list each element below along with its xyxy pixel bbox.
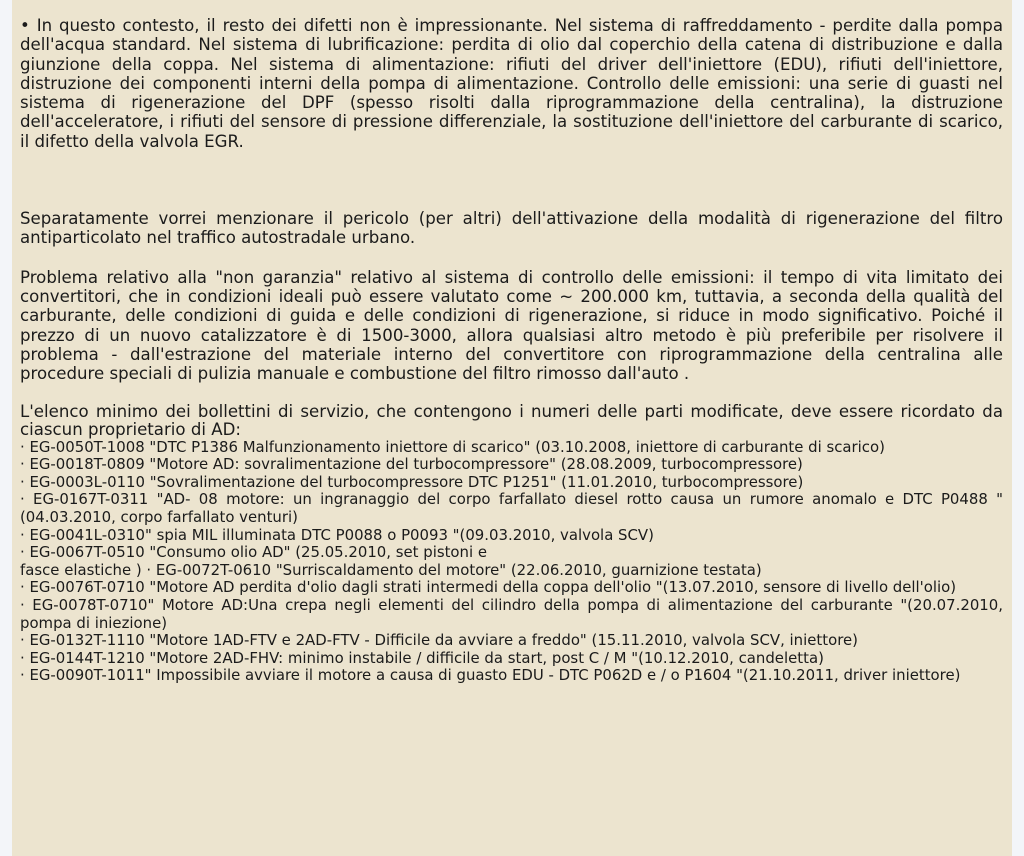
paragraph-converter-warranty: Problema relativo alla "non garanzia" relativo al sistema di controllo delle emissioni: il tempo di vita limitato dei convertitori, che in condizioni ideali può essere valutato come ~ 200.000 km, tuttavia, a seconda della qualità del carburante, delle condizioni di guida e delle condizioni di rigenerazione, si riduce in modo significativo. Poiché il prezzo di un nuovo catalizzatore è di 1500-3000, allora qualsiasi altro metodo è più preferibile per risolvere il problema - dall'estrazione del materiale interno del convertitore con riprogrammazione della centralina alle procedure speciali di pulizia manuale e combustione del filtro rimosso dall'auto . xyxy=(20,267,1003,384)
spacer xyxy=(20,151,1003,209)
list-item: · EG-0041L-0310" spia MIL illuminata DTC P0088 o P0093 "(09.03.2010, valvola SCV) xyxy=(20,525,654,544)
list-item: · EG-0078T-0710" Motore AD:Una crepa negli elementi del cilindro della pompa di alimentazione del carburante "(20.07.2010, pompa di iniezione) xyxy=(20,595,1003,632)
list-item: · EG-0050T-1008 "DTC P1386 Malfunzionamento iniettore di scarico" (03.10.2008, iniettore di carburante di scarico) xyxy=(20,437,885,456)
list-item: · EG-0090T-1011" Impossibile avviare il motore a causa di guasto EDU - DTC P062D e / o P1604 "(21.10.2011, driver iniettore) xyxy=(20,666,961,685)
list-item: fasce elastiche ) · EG-0072T-0610 "Surriscaldamento del motore" (22.06.2010, guarnizione testata) xyxy=(20,560,762,579)
bulletins-intro: L'elenco minimo dei bollettini di servizio, che contengono i numeri delle parti modificate, deve essere ricordato da ciascun proprietario di AD: xyxy=(20,402,1003,440)
spacer xyxy=(20,248,1003,268)
list-item: · EG-0018T-0809 "Motore AD: sovralimentazione del turbocompressore" (28.08.2009, turbocompressore) xyxy=(20,455,803,474)
article-content xyxy=(20,16,1003,685)
list-item: · EG-0076T-0710 "Motore AD perdita d'olio dagli strati intermedi della coppa dell'olio "(13.07.2010, sensore di livello dell'olio) xyxy=(20,578,957,597)
paragraph-dpf-regeneration-danger: Separatamente vorrei menzionare il pericolo (per altri) dell'attivazione della modalità di rigenerazione del filtro antiparticolato nel traffico autostradale urbano. xyxy=(20,209,1003,248)
list-item: · EG-0067T-0510 "Consumo olio AD" (25.05.2010, set pistoni e xyxy=(20,543,488,562)
spacer xyxy=(20,383,1003,403)
list-item: · EG-0132T-1110 "Motore 1AD-FTV e 2AD-FTV - Difficile da avviare a freddo" (15.11.2010, valvola SCV, iniettore) xyxy=(20,631,858,650)
list-item: · EG-0003L-0110 "Sovralimentazione del turbocompressore DTC P1251" (11.01.2010, turbocompressore) xyxy=(20,472,804,491)
paragraph-other-defects: • In questo contesto, il resto dei difetti non è impressionante. Nel sistema di raffreddamento - perdite dalla pompa dell'acqua standard. Nel sistema di lubrificazione: perdita di olio dal coperchio della catena di distribuzione e dalla giunzione della coppa. Nel sistema di alimentazione: rifiuti del driver dell'iniettore (EDU), rifiuti dell'iniettore, distruzione dei componenti interni della pompa di alimentazione. Controllo delle emissioni: una serie di guasti nel sistema di rigenerazione del DPF (spesso risolti dalla riprogrammazione della centralina), la distruzione dell'acceleratore, i rifiuti del sensore di pressione differenziale, la sostituzione dell'iniettore del carburante di scarico, il difetto della valvola EGR. xyxy=(20,16,1003,151)
list-item: · EG-0167T-0311 "AD- 08 motore: un ingranaggio del corpo farfallato diesel rotto causa un rumore anomalo e DTC P0488 "(04.03.2010, corpo farfallato venturi) xyxy=(20,490,1003,527)
list-item: · EG-0144T-1210 "Motore 2AD-FHV: minimo instabile / difficile da start, post C / M "(10.12.2010, candeletta) xyxy=(20,648,824,667)
article-page xyxy=(12,0,1012,856)
service-bulletin-list xyxy=(20,439,1003,685)
